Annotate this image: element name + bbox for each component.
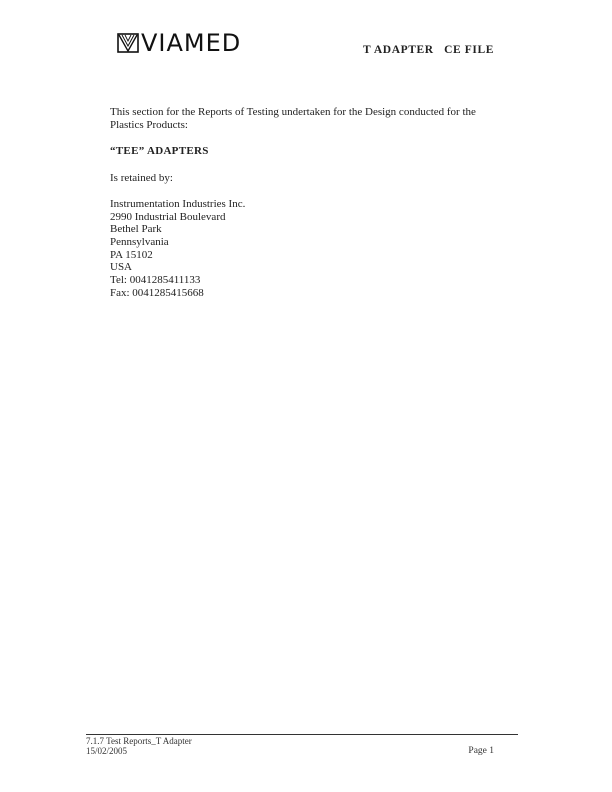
address-phone: Tel: 0041285411133 (110, 274, 201, 287)
address-line: Pennsylvania (110, 236, 169, 249)
footer-date: 15/02/2005 (86, 746, 128, 756)
footer-info (86, 736, 192, 756)
address-fax: Fax: 0041285415668 (110, 286, 204, 299)
product-heading: “TEE” ADAPTERS (110, 145, 209, 157)
viamed-logo (117, 29, 242, 57)
retained-by-label: Is retained by: (110, 172, 173, 184)
address-block (110, 198, 245, 300)
document-title: T ADAPTER CE FILE (362, 44, 494, 56)
footer-file-ref: 7.1.7 Test Reports_T Adapter (86, 736, 192, 746)
page-number: Page 1 (468, 746, 494, 756)
address-line: Instrumentation Industries Inc. (110, 198, 246, 210)
logo-emblem-icon (117, 33, 139, 53)
intro-paragraph: This section for the Reports of Testing undertaken for the Design conducted for the Plastics Products: (110, 106, 476, 131)
address-line: PA 15102 (110, 248, 153, 261)
footer-divider (86, 734, 518, 735)
address-line: USA (110, 261, 133, 274)
address-line: Bethel Park (110, 223, 162, 236)
logo-wordmark: VIAMED (141, 29, 242, 57)
address-line: 2990 Industrial Boulevard (110, 210, 226, 223)
